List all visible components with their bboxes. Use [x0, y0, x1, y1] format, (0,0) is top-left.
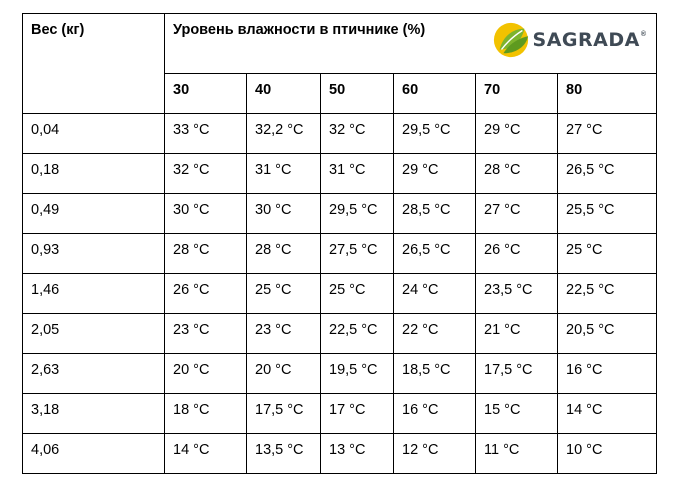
- temperature-cell: 31 °C: [321, 154, 394, 194]
- table-row: [23, 234, 657, 274]
- humidity-level: 60: [394, 74, 476, 114]
- weight-cell: 3,18: [23, 394, 165, 434]
- temperature-cell: 13 °C: [321, 434, 394, 474]
- temperature-cell: 31 °C: [247, 154, 321, 194]
- weight-cell: 0,49: [23, 194, 165, 234]
- temperature-cell: 18 °C: [165, 394, 247, 434]
- temperature-cell: 22,5 °C: [321, 314, 394, 354]
- temperature-cell: 14 °C: [165, 434, 247, 474]
- temperature-cell: 25 °C: [558, 234, 657, 274]
- header-row: [23, 14, 657, 74]
- temperature-cell: 26 °C: [165, 274, 247, 314]
- temperature-cell: 20,5 °C: [558, 314, 657, 354]
- temperature-cell: 27,5 °C: [321, 234, 394, 274]
- table-row: [23, 154, 657, 194]
- temperature-cell: 18,5 °C: [394, 354, 476, 394]
- temperature-cell: 27 °C: [476, 194, 558, 234]
- temperature-cell: 30 °C: [165, 194, 247, 234]
- temperature-cell: 22,5 °C: [558, 274, 657, 314]
- table-row: [23, 354, 657, 394]
- humidity-level: 50: [321, 74, 394, 114]
- temperature-cell: 17 °C: [321, 394, 394, 434]
- temperature-cell: 24 °C: [394, 274, 476, 314]
- table-row: [23, 194, 657, 234]
- temperature-cell: 21 °C: [476, 314, 558, 354]
- temperature-cell: 23 °C: [165, 314, 247, 354]
- weight-cell: 1,46: [23, 274, 165, 314]
- temperature-cell: 25,5 °C: [558, 194, 657, 234]
- temperature-cell: 30 °C: [247, 194, 321, 234]
- table-row: [23, 114, 657, 154]
- logo-text: SAGRADA: [532, 29, 640, 51]
- temperature-cell: 23,5 °C: [476, 274, 558, 314]
- temperature-cell: 25 °C: [321, 274, 394, 314]
- temperature-cell: 26,5 °C: [558, 154, 657, 194]
- temperature-cell: 28 °C: [476, 154, 558, 194]
- temperature-cell: 20 °C: [247, 354, 321, 394]
- humidity-level: 70: [476, 74, 558, 114]
- temperature-cell: 32 °C: [165, 154, 247, 194]
- temperature-cell: 28,5 °C: [394, 194, 476, 234]
- temperature-cell: 19,5 °C: [321, 354, 394, 394]
- sagrada-leaf-icon: [492, 21, 530, 59]
- temperature-cell: 10 °C: [558, 434, 657, 474]
- temperature-cell: 32 °C: [321, 114, 394, 154]
- temperature-table: [22, 13, 657, 474]
- temperature-cell: 33 °C: [165, 114, 247, 154]
- temperature-cell: 25 °C: [247, 274, 321, 314]
- weight-header: Вес (кг): [23, 14, 165, 114]
- temperature-cell: 20 °C: [165, 354, 247, 394]
- temperature-cell: 29,5 °C: [394, 114, 476, 154]
- temperature-cell: 13,5 °C: [247, 434, 321, 474]
- temperature-cell: 16 °C: [558, 354, 657, 394]
- weight-cell: 4,06: [23, 434, 165, 474]
- temperature-cell: 29 °C: [394, 154, 476, 194]
- weight-cell: 0,93: [23, 234, 165, 274]
- temperature-cell: 14 °C: [558, 394, 657, 434]
- temperature-cell: 17,5 °C: [476, 354, 558, 394]
- table-row: [23, 314, 657, 354]
- humidity-level: 80: [558, 74, 657, 114]
- sagrada-logo: [492, 20, 646, 60]
- humidity-header: Уровень влажности в птичнике (%): [173, 22, 426, 38]
- temperature-cell: 15 °C: [476, 394, 558, 434]
- humidity-level: 30: [165, 74, 247, 114]
- weight-cell: 0,04: [23, 114, 165, 154]
- weight-cell: 2,05: [23, 314, 165, 354]
- temperature-cell: 12 °C: [394, 434, 476, 474]
- temperature-cell: 27 °C: [558, 114, 657, 154]
- temperature-cell: 26 °C: [476, 234, 558, 274]
- temperature-cell: 11 °C: [476, 434, 558, 474]
- table-row: [23, 434, 657, 474]
- temperature-cell: 16 °C: [394, 394, 476, 434]
- temperature-cell: 28 °C: [165, 234, 247, 274]
- humidity-header-cell: [165, 14, 657, 74]
- registered-mark: ®: [640, 31, 646, 38]
- temperature-cell: 23 °C: [247, 314, 321, 354]
- temperature-cell: 32,2 °C: [247, 114, 321, 154]
- weight-cell: 0,18: [23, 154, 165, 194]
- temperature-cell: 28 °C: [247, 234, 321, 274]
- weight-cell: 2,63: [23, 354, 165, 394]
- humidity-level: 40: [247, 74, 321, 114]
- temperature-cell: 26,5 °C: [394, 234, 476, 274]
- table-row: [23, 274, 657, 314]
- temperature-cell: 17,5 °C: [247, 394, 321, 434]
- table-row: [23, 394, 657, 434]
- temperature-cell: 29,5 °C: [321, 194, 394, 234]
- temperature-cell: 22 °C: [394, 314, 476, 354]
- temperature-cell: 29 °C: [476, 114, 558, 154]
